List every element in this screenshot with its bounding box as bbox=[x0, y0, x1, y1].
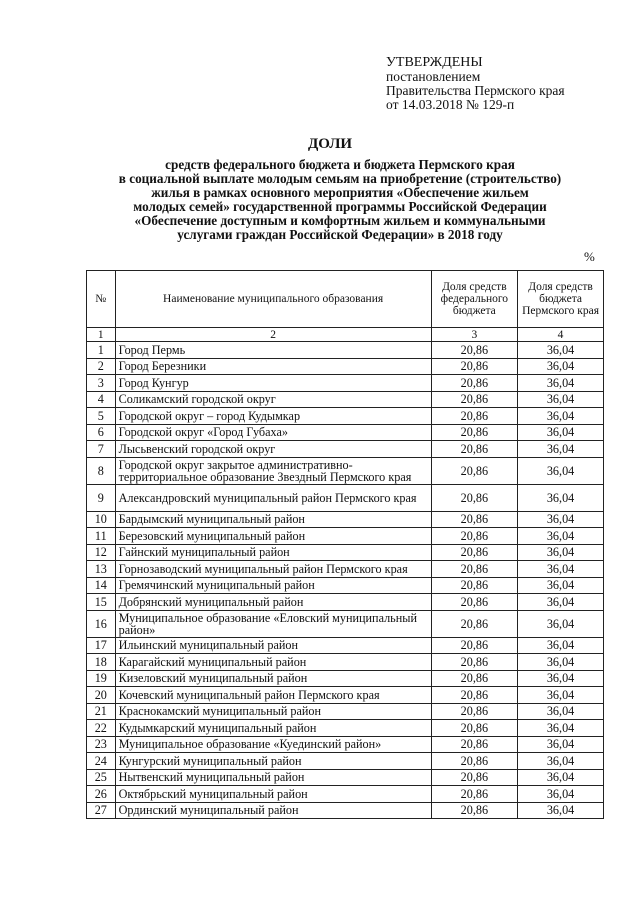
row-number: 27 bbox=[87, 802, 116, 819]
header-name: Наименование муниципального образования bbox=[115, 271, 431, 328]
row-regional-share: 36,04 bbox=[518, 484, 604, 511]
table-row bbox=[87, 528, 604, 545]
row-number: 17 bbox=[87, 637, 116, 654]
row-federal-share: 20,86 bbox=[431, 720, 517, 737]
row-name: Городской округ закрытое административно-территориальное образование Звездный Пермского края bbox=[115, 457, 431, 484]
row-number: 2 bbox=[87, 358, 116, 375]
row-number: 12 bbox=[87, 544, 116, 561]
table-row bbox=[87, 802, 604, 819]
row-name: Кунгурский муниципальный район bbox=[115, 753, 431, 770]
row-number: 14 bbox=[87, 577, 116, 594]
row-number: 13 bbox=[87, 561, 116, 578]
table-row bbox=[87, 594, 604, 611]
approval-line-3: от 14.03.2018 № 129-п bbox=[386, 97, 515, 112]
row-federal-share: 20,86 bbox=[431, 484, 517, 511]
subtitle-line: молодых семей» государственной программы Российской Федерации bbox=[133, 199, 547, 214]
row-regional-share: 36,04 bbox=[518, 786, 604, 803]
row-name: Городской округ «Город Губаха» bbox=[115, 424, 431, 441]
row-number: 18 bbox=[87, 654, 116, 671]
row-regional-share: 36,04 bbox=[518, 408, 604, 425]
row-number: 15 bbox=[87, 594, 116, 611]
subtitle-line: жилья в рамках основного мероприятия «Обеспечение жильем bbox=[151, 185, 529, 200]
table-row bbox=[87, 753, 604, 770]
table-row bbox=[87, 342, 604, 359]
row-federal-share: 20,86 bbox=[431, 687, 517, 704]
row-name: Лысьвенский городской округ bbox=[115, 441, 431, 458]
row-federal-share: 20,86 bbox=[431, 736, 517, 753]
row-number: 16 bbox=[87, 610, 116, 637]
row-regional-share: 36,04 bbox=[518, 441, 604, 458]
row-number: 23 bbox=[87, 736, 116, 753]
table-row bbox=[87, 786, 604, 803]
row-name: Гайнский муниципальный район bbox=[115, 544, 431, 561]
row-name: Город Кунгур bbox=[115, 375, 431, 392]
row-name: Березовский муниципальный район bbox=[115, 528, 431, 545]
row-regional-share: 36,04 bbox=[518, 802, 604, 819]
table-row bbox=[87, 457, 604, 484]
header-regional-share: Доля средств бюджета Пермского края bbox=[518, 271, 604, 328]
row-regional-share: 36,04 bbox=[518, 358, 604, 375]
row-name: Ординский муниципальный район bbox=[115, 802, 431, 819]
row-federal-share: 20,86 bbox=[431, 753, 517, 770]
row-regional-share: 36,04 bbox=[518, 594, 604, 611]
table-row bbox=[87, 484, 604, 511]
row-number: 11 bbox=[87, 528, 116, 545]
table-row bbox=[87, 654, 604, 671]
row-name: Городской округ – город Кудымкар bbox=[115, 408, 431, 425]
row-name: Муниципальное образование «Еловский муниципальный район» bbox=[115, 610, 431, 637]
row-federal-share: 20,86 bbox=[431, 654, 517, 671]
row-number: 1 bbox=[87, 342, 116, 359]
row-name: Нытвенский муниципальный район bbox=[115, 769, 431, 786]
row-name: Город Пермь bbox=[115, 342, 431, 359]
row-federal-share: 20,86 bbox=[431, 544, 517, 561]
subtitle-line: услугами граждан Российской Федерации» в 2018 году bbox=[177, 227, 503, 242]
row-federal-share: 20,86 bbox=[431, 561, 517, 578]
row-number: 3 bbox=[87, 375, 116, 392]
table-row bbox=[87, 703, 604, 720]
approval-line-2: Правительства Пермского края bbox=[386, 83, 565, 98]
approval-line-1: постановлением bbox=[386, 69, 481, 84]
row-name: Соликамский городской округ bbox=[115, 391, 431, 408]
row-regional-share: 36,04 bbox=[518, 720, 604, 737]
row-number: 22 bbox=[87, 720, 116, 737]
row-regional-share: 36,04 bbox=[518, 561, 604, 578]
table-row bbox=[87, 511, 604, 528]
row-regional-share: 36,04 bbox=[518, 610, 604, 637]
row-regional-share: 36,04 bbox=[518, 703, 604, 720]
row-federal-share: 20,86 bbox=[431, 358, 517, 375]
shares-table bbox=[86, 270, 604, 819]
row-federal-share: 20,86 bbox=[431, 391, 517, 408]
row-name: Кизеловский муниципальный район bbox=[115, 670, 431, 687]
row-name: Александровский муниципальный район Пермского края bbox=[115, 484, 431, 511]
row-federal-share: 20,86 bbox=[431, 375, 517, 392]
row-number: 24 bbox=[87, 753, 116, 770]
row-regional-share: 36,04 bbox=[518, 375, 604, 392]
row-name: Кудымкарский муниципальный район bbox=[115, 720, 431, 737]
row-name: Бардымский муниципальный район bbox=[115, 511, 431, 528]
column-number-row bbox=[87, 328, 604, 342]
row-number: 8 bbox=[87, 457, 116, 484]
row-federal-share: 20,86 bbox=[431, 528, 517, 545]
row-regional-share: 36,04 bbox=[518, 424, 604, 441]
row-federal-share: 20,86 bbox=[431, 637, 517, 654]
row-federal-share: 20,86 bbox=[431, 703, 517, 720]
row-regional-share: 36,04 bbox=[518, 342, 604, 359]
row-number: 4 bbox=[87, 391, 116, 408]
row-name: Краснокамский муниципальный район bbox=[115, 703, 431, 720]
approval-block bbox=[386, 56, 565, 112]
column-number: 4 bbox=[518, 328, 604, 342]
row-name: Ильинский муниципальный район bbox=[115, 637, 431, 654]
row-federal-share: 20,86 bbox=[431, 457, 517, 484]
row-regional-share: 36,04 bbox=[518, 528, 604, 545]
table-row bbox=[87, 358, 604, 375]
subtitle-line: в социальной выплате молодым семьям на приобретение (строительство) bbox=[118, 171, 562, 186]
table-row bbox=[87, 769, 604, 786]
unit-label: % bbox=[584, 249, 595, 264]
row-federal-share: 20,86 bbox=[431, 610, 517, 637]
column-number: 1 bbox=[87, 328, 116, 342]
approval-head: УТВЕРЖДЕНЫ bbox=[386, 55, 483, 70]
row-number: 21 bbox=[87, 703, 116, 720]
row-name: Октябрьский муниципальный район bbox=[115, 786, 431, 803]
row-regional-share: 36,04 bbox=[518, 670, 604, 687]
row-name: Карагайский муниципальный район bbox=[115, 654, 431, 671]
row-federal-share: 20,86 bbox=[431, 577, 517, 594]
row-federal-share: 20,86 bbox=[431, 802, 517, 819]
row-number: 20 bbox=[87, 687, 116, 704]
table-row bbox=[87, 577, 604, 594]
row-federal-share: 20,86 bbox=[431, 424, 517, 441]
row-federal-share: 20,86 bbox=[431, 342, 517, 359]
table-row bbox=[87, 375, 604, 392]
row-number: 9 bbox=[87, 484, 116, 511]
row-federal-share: 20,86 bbox=[431, 786, 517, 803]
row-name: Кочевский муниципальный район Пермского края bbox=[115, 687, 431, 704]
table-row bbox=[87, 408, 604, 425]
row-federal-share: 20,86 bbox=[431, 594, 517, 611]
row-regional-share: 36,04 bbox=[518, 457, 604, 484]
row-regional-share: 36,04 bbox=[518, 577, 604, 594]
row-number: 10 bbox=[87, 511, 116, 528]
document-title: ДОЛИ bbox=[307, 136, 353, 152]
row-federal-share: 20,86 bbox=[431, 511, 517, 528]
table-row bbox=[87, 544, 604, 561]
table-row bbox=[87, 424, 604, 441]
document-subtitle bbox=[70, 158, 610, 242]
column-number: 2 bbox=[115, 328, 431, 342]
row-number: 6 bbox=[87, 424, 116, 441]
row-name: Город Березники bbox=[115, 358, 431, 375]
row-name: Гремячинский муниципальный район bbox=[115, 577, 431, 594]
row-number: 19 bbox=[87, 670, 116, 687]
table-row bbox=[87, 561, 604, 578]
row-federal-share: 20,86 bbox=[431, 769, 517, 786]
row-federal-share: 20,86 bbox=[431, 670, 517, 687]
row-regional-share: 36,04 bbox=[518, 544, 604, 561]
subtitle-line: «Обеспечение доступным и комфортным жильем и коммунальными bbox=[134, 213, 546, 228]
row-number: 5 bbox=[87, 408, 116, 425]
table-row bbox=[87, 637, 604, 654]
row-name: Горнозаводский муниципальный район Пермского края bbox=[115, 561, 431, 578]
row-regional-share: 36,04 bbox=[518, 753, 604, 770]
table-row bbox=[87, 687, 604, 704]
row-regional-share: 36,04 bbox=[518, 391, 604, 408]
table-row bbox=[87, 720, 604, 737]
row-number: 7 bbox=[87, 441, 116, 458]
row-regional-share: 36,04 bbox=[518, 687, 604, 704]
column-number: 3 bbox=[431, 328, 517, 342]
row-federal-share: 20,86 bbox=[431, 408, 517, 425]
row-regional-share: 36,04 bbox=[518, 736, 604, 753]
table-row bbox=[87, 391, 604, 408]
row-number: 26 bbox=[87, 786, 116, 803]
table-row bbox=[87, 670, 604, 687]
header-federal-share: Доля средств федерального бюджета bbox=[431, 271, 517, 328]
row-name: Муниципальное образование «Куединский район» bbox=[115, 736, 431, 753]
row-regional-share: 36,04 bbox=[518, 654, 604, 671]
header-number: № bbox=[87, 271, 116, 328]
table-row bbox=[87, 610, 604, 637]
row-name: Добрянский муниципальный район bbox=[115, 594, 431, 611]
table-row bbox=[87, 736, 604, 753]
row-number: 25 bbox=[87, 769, 116, 786]
subtitle-line: средств федерального бюджета и бюджета Пермского края bbox=[165, 157, 515, 172]
row-federal-share: 20,86 bbox=[431, 441, 517, 458]
row-regional-share: 36,04 bbox=[518, 769, 604, 786]
row-regional-share: 36,04 bbox=[518, 637, 604, 654]
table-row bbox=[87, 441, 604, 458]
row-regional-share: 36,04 bbox=[518, 511, 604, 528]
